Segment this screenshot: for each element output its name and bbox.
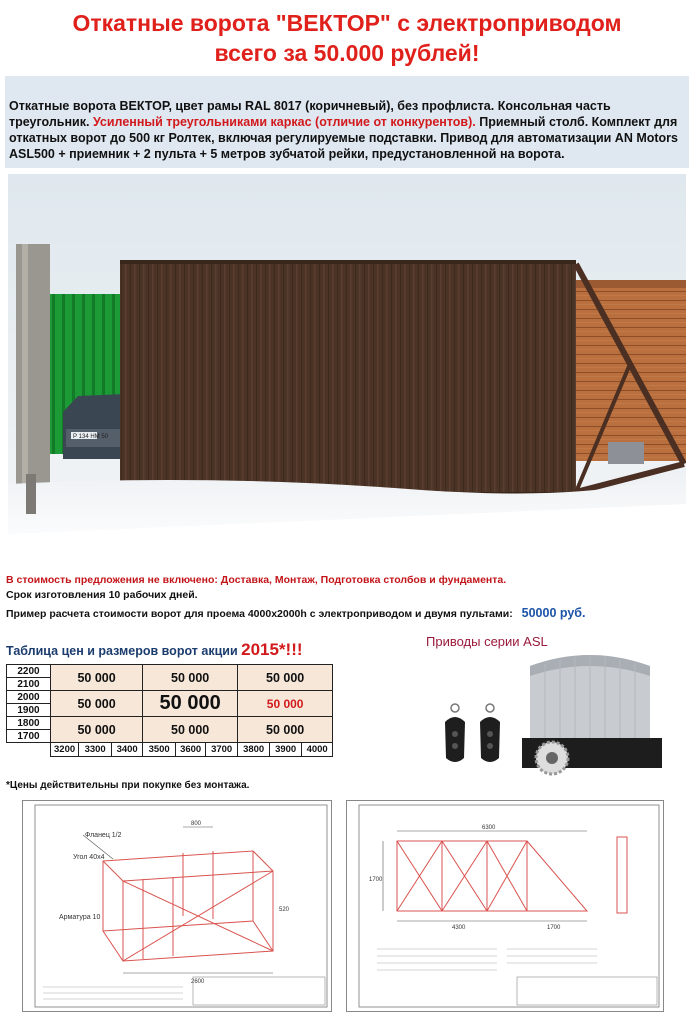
dim-height: 520 — [279, 907, 290, 913]
width-3300: 3300 — [79, 743, 112, 757]
gate-photo — [8, 174, 686, 556]
description-highlight: Усиленный треугольниками каркас (отличие от конкурентов). — [92, 115, 476, 129]
label-flange: Фланец 1/2 — [85, 832, 122, 839]
height-1800: 1800 — [7, 717, 51, 730]
dim-tail: 1700 — [547, 925, 561, 931]
width-3600: 3600 — [176, 743, 206, 757]
description-box — [5, 76, 689, 168]
price-cell-red: 50 000 — [238, 691, 333, 717]
table-row — [7, 717, 333, 730]
example-calc — [6, 606, 586, 620]
height-1700: 1700 — [7, 730, 51, 743]
dim-gate-height: 1700 — [369, 877, 383, 883]
drive-series-title: Приводы серии ASL — [426, 634, 548, 649]
table-row — [7, 691, 333, 704]
car-plate: Р 134 НМ 50 — [73, 434, 109, 440]
footnote: *Цены действительны при покупке без монтажа. — [6, 780, 250, 791]
table-row-widths — [7, 743, 333, 757]
dim-width: 2600 — [191, 979, 205, 985]
drawing-gate-2 — [346, 800, 664, 1012]
width-4000: 4000 — [302, 743, 333, 757]
gate-drawing — [347, 801, 663, 1011]
label-ugol: Угол 40х4 — [73, 854, 105, 861]
table-row — [7, 665, 333, 678]
price-cell: 50 000 — [51, 665, 143, 691]
width-3500: 3500 — [143, 743, 176, 757]
height-2100: 2100 — [7, 678, 51, 691]
headline-line2: всего за 50.000 рублей! — [214, 40, 480, 66]
height-2000: 2000 — [7, 691, 51, 704]
height-1900: 1900 — [7, 704, 51, 717]
price-table-title — [6, 640, 303, 660]
label-armatura: Арматура 10 — [59, 914, 101, 921]
drive-illustration — [410, 630, 690, 780]
dim-total: 6300 — [482, 825, 496, 831]
headline — [0, 8, 694, 68]
price-cell: 50 000 — [238, 717, 333, 743]
corner-cell — [7, 743, 51, 757]
drawing-frame-1 — [22, 800, 332, 1012]
price-cell: 50 000 — [143, 665, 238, 691]
frame-drawing — [23, 801, 331, 1011]
width-3400: 3400 — [112, 743, 143, 757]
description-part1: Откатные ворота ВЕКТОР, цвет рамы RAL 8017 (коричневый), без профлиста. Консольная часть треугольник. — [9, 99, 611, 129]
example-calc-price: 50000 руб. — [521, 606, 586, 620]
dim-top: 800 — [191, 821, 202, 827]
price-table-title-text: Таблица цен и размеров ворот акции — [6, 644, 242, 658]
price-cell: 50 000 — [143, 717, 238, 743]
price-cell: 50 000 — [51, 717, 143, 743]
dim-gate: 4300 — [452, 925, 466, 931]
description-part2: Приемный столб. Комплект для откатных ворот до 500 кг Ролтек, включая регулируемые подставки. Привод для автоматизации AN Motors ASL500 + приемник + 2 пульта + 5 метров зубчатой рейки, предустановленной на ворота. — [9, 115, 679, 161]
drive-product-image — [410, 630, 690, 780]
remote-control-icon — [445, 704, 465, 762]
width-3200: 3200 — [51, 743, 79, 757]
price-cell: 50 000 — [238, 665, 333, 691]
width-3700: 3700 — [206, 743, 238, 757]
headline-line1: Откатные ворота "ВЕКТОР" с электроприводом — [72, 10, 622, 36]
height-2200: 2200 — [7, 665, 51, 678]
price-table-year: 2015*!!! — [241, 640, 303, 659]
price-cell-highlight: 50 000 — [143, 691, 238, 717]
width-3800: 3800 — [238, 743, 270, 757]
price-table — [6, 664, 333, 757]
gate-photo-illustration — [8, 174, 686, 556]
production-time-text: Срок изготовления 10 рабочих дней. — [6, 589, 198, 601]
remote-control-icon — [480, 704, 500, 762]
price-cell: 50 000 — [51, 691, 143, 717]
not-included-text: В стоимость предложения не включено: Доставка, Монтаж, Подготовка столбов и фундамента. — [6, 574, 507, 586]
width-3900: 3900 — [270, 743, 302, 757]
example-calc-text: Пример расчета стоимости ворот для проема 4000х2000h с электроприводом и двумя пультами: — [6, 608, 513, 620]
